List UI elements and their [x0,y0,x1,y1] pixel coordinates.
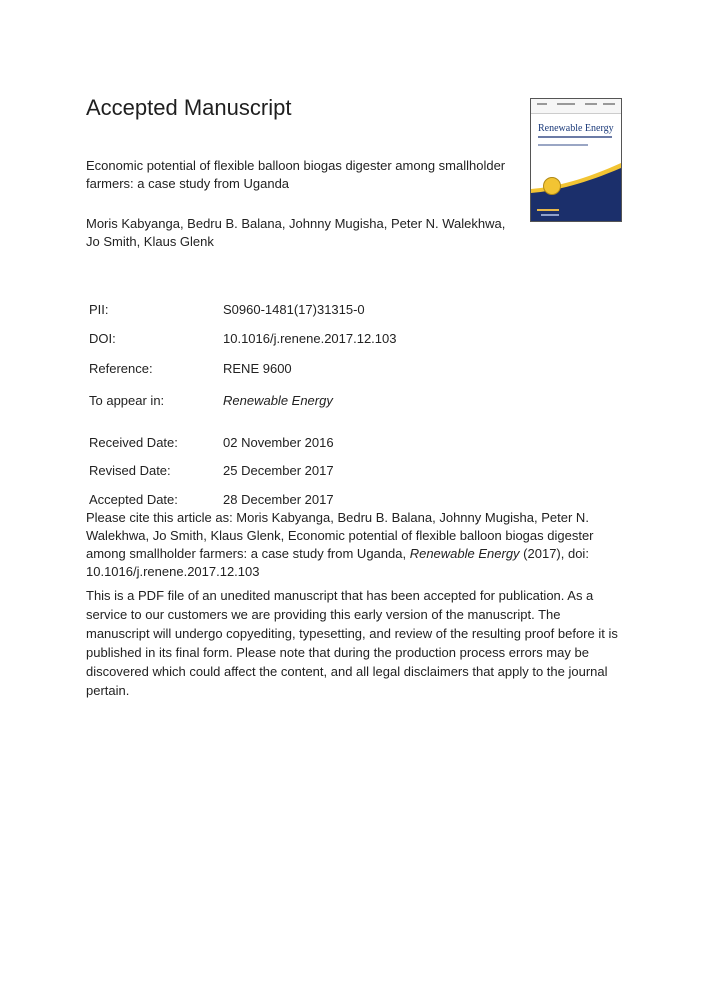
meta-value: Renewable Energy [223,393,333,408]
meta-value: RENE 9600 [223,361,292,376]
citation-prefix: Please cite this article as: Moris Kabyanga, Bedru B. Balana, Johnny Mugisha, Peter N. Walekhwa, Jo Smith, Klaus Glenk, Economic potential of flexible balloon biogas digester among smallholder farmers: a case study from Uganda, [86,510,594,561]
article-authors: Moris Kabyanga, Bedru B. Balana, Johnny Mugisha, Peter N. Walekhwa, Jo Smith, Klaus Glenk [86,216,506,249]
meta-value: S0960-1481(17)31315-0 [223,302,365,317]
meta-value: 25 December 2017 [223,463,334,478]
manuscript-notice: This is a PDF file of an unedited manuscript that has been accepted for publication. As a service to our customers we are providing this early version of the manuscript. The manuscript will undergo copyediting, typesetting, and review of the resulting proof before it is published in its final form. Please note that during the production process errors may be discovered which could affect the content, and all legal disclaimers that apply to the journal pertain. [86,588,618,698]
meta-label: To appear in: [89,393,165,408]
meta-label: PII: [89,302,109,317]
meta-value: 02 November 2016 [223,435,334,450]
citation-paragraph [86,509,626,581]
cover-top-strip [531,99,621,114]
meta-label: Received Date: [89,435,178,450]
meta-value: 28 December 2017 [223,492,334,507]
citation-journal: Renewable Energy [409,546,520,561]
meta-label: Accepted Date: [89,492,178,507]
citation-suffix: (2017), doi: 10.1016/j.renene.2017.12.103 [86,546,589,579]
meta-label: DOI: [89,331,116,346]
article-title: Economic potential of flexible balloon biogas digester among smallholder farmers: a case study from Uganda [86,158,506,191]
meta-label: Reference: [89,361,153,376]
journal-cover-image [530,98,622,222]
page-title: Accepted Manuscript [86,95,292,120]
cover-seal-icon [543,177,561,195]
meta-value: 10.1016/j.renene.2017.12.103 [223,331,397,346]
meta-label: Revised Date: [89,463,171,478]
cover-journal-name: Renewable Energy [538,123,614,134]
